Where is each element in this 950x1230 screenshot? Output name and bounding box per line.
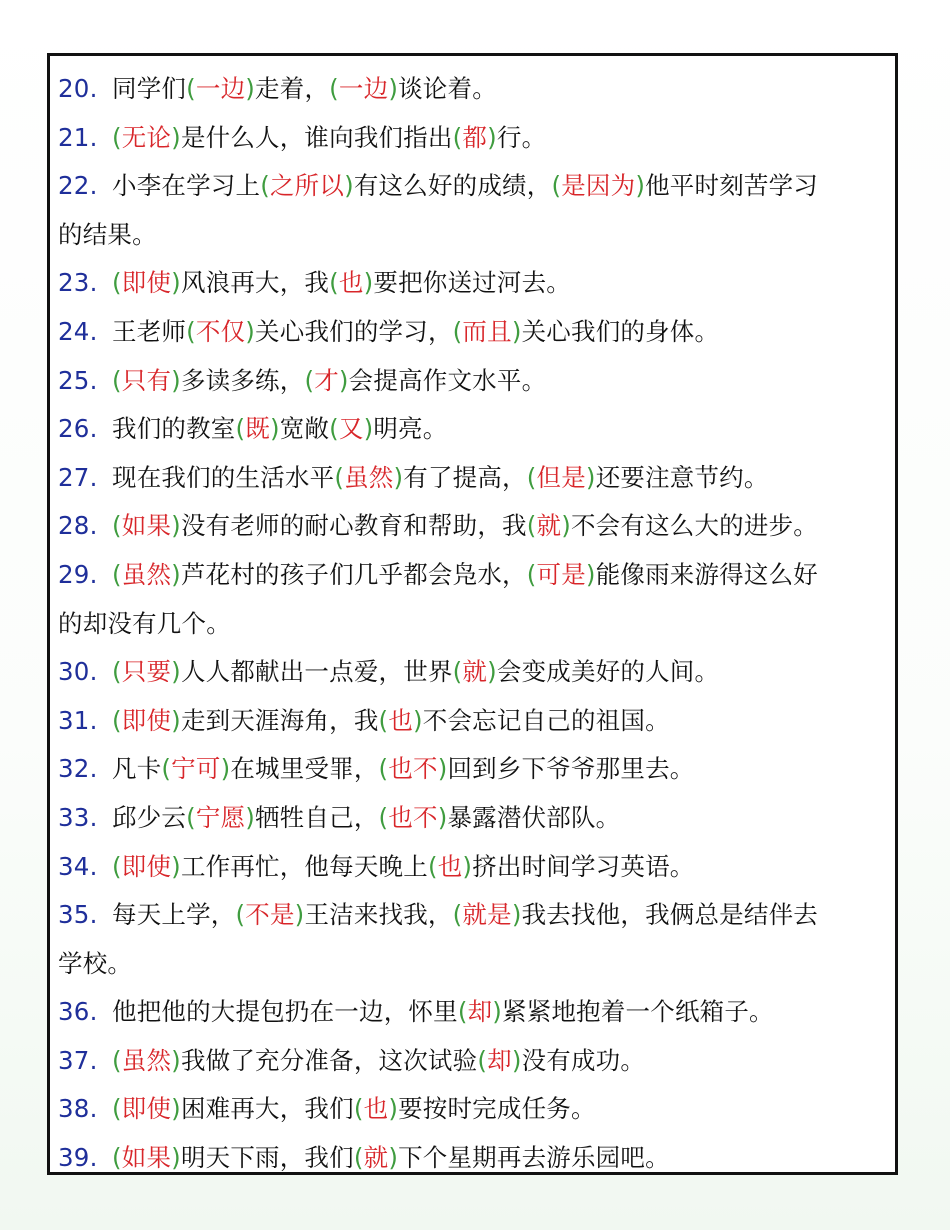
close-paren: ) [511, 1045, 522, 1075]
open-paren: ( [161, 754, 172, 784]
sentence-item [58, 162, 889, 211]
answer-word: 宁愿 [195, 802, 246, 832]
open-paren: ( [526, 559, 537, 589]
close-paren: ) [245, 802, 256, 832]
open-paren: ( [112, 705, 122, 735]
sentence-text: 小李在学习上 [112, 171, 261, 201]
close-paren: ) [487, 122, 497, 152]
sentence-text: 人人都献出一点爱，世界 [180, 657, 453, 687]
sentence-text: 我们的教室 [112, 414, 236, 444]
sentence-item [58, 357, 889, 406]
answer-word: 之所以 [269, 171, 345, 201]
item-number: 36. [58, 997, 98, 1027]
answer-word: 就是 [462, 900, 512, 930]
sentence-continuation [58, 211, 889, 260]
sentence-item [58, 891, 889, 940]
sentence-continuation [58, 600, 889, 649]
sentence-text: 工作再忙，他每天晚上 [180, 851, 428, 881]
open-paren: ( [427, 851, 438, 881]
answer-word: 就 [363, 1143, 389, 1173]
item-number: 25. [58, 365, 98, 395]
answer-word: 只要 [121, 657, 172, 687]
close-paren: ) [171, 1045, 181, 1075]
open-paren: ( [112, 122, 122, 152]
sentence-text: 困难再大，我们 [180, 1094, 354, 1124]
open-paren: ( [457, 997, 468, 1027]
sentence-text: 邱少云 [112, 802, 187, 832]
close-paren: ) [171, 365, 181, 395]
answer-word: 都 [462, 122, 488, 152]
sentence-text: 我去找他，我俩总是结伴去 [521, 900, 818, 930]
answer-word: 也不 [388, 802, 438, 832]
item-number: 37. [58, 1045, 98, 1075]
sentence-text: 是什么人，谁向我们指出 [180, 122, 453, 152]
answer-word: 也 [437, 851, 463, 881]
item-number: 21. [58, 122, 98, 152]
open-paren: ( [112, 851, 122, 881]
item-number: 33. [58, 802, 98, 832]
answer-word: 却 [467, 997, 493, 1027]
close-paren: ) [492, 997, 503, 1027]
answer-word: 可是 [536, 559, 586, 589]
sentence-continuation [58, 940, 889, 989]
open-paren: ( [112, 1094, 122, 1124]
close-paren: ) [437, 754, 448, 784]
close-paren: ) [511, 900, 522, 930]
answer-word: 无论 [121, 122, 172, 152]
sentence-text: 多读多练， [180, 365, 305, 395]
close-paren: ) [220, 754, 231, 784]
sentence-item [58, 114, 889, 163]
close-paren: ) [487, 657, 497, 687]
open-paren: ( [186, 316, 196, 346]
answer-word: 即使 [121, 705, 172, 735]
close-paren: ) [413, 705, 423, 735]
answer-word: 又 [338, 414, 364, 444]
answer-word: 虽然 [344, 462, 394, 492]
answer-word: 就 [536, 511, 562, 541]
item-number: 24. [58, 316, 98, 346]
open-paren: ( [112, 365, 122, 395]
sentence-item [58, 454, 889, 503]
sentence-text: 会提高作文水平。 [348, 365, 547, 395]
close-paren: ) [585, 559, 596, 589]
sentence-text: 下个星期再去游乐园吧。 [398, 1143, 670, 1173]
answer-word: 也 [388, 705, 414, 735]
close-paren: ) [245, 316, 256, 346]
answer-word: 如果 [121, 1143, 172, 1173]
close-paren: ) [388, 74, 399, 103]
close-paren: ) [363, 268, 374, 298]
item-number: 30. [58, 657, 98, 687]
close-paren: ) [171, 1094, 181, 1124]
sentence-text: 不会忘记自己的祖国。 [422, 705, 670, 735]
sentence-text: 会变成美好的人间。 [496, 657, 720, 687]
sentence-item [58, 697, 889, 746]
close-paren: ) [437, 802, 448, 832]
open-paren: ( [551, 171, 562, 201]
answer-word: 虽然 [121, 1045, 172, 1075]
answer-word: 既 [245, 414, 270, 444]
close-paren: ) [171, 268, 181, 298]
item-number: 26. [58, 414, 98, 444]
sentence-text: 有这么好的成绩， [353, 171, 552, 201]
open-paren: ( [112, 511, 122, 541]
answer-word: 是因为 [561, 171, 636, 201]
close-paren: ) [388, 1094, 399, 1124]
close-paren: ) [388, 1143, 399, 1173]
sentence-text: 明天下雨，我们 [180, 1143, 354, 1173]
answer-word: 即使 [121, 1094, 172, 1124]
open-paren: ( [112, 657, 122, 687]
sentence-text: 牺牲自己， [255, 802, 379, 832]
answer-word: 即使 [121, 851, 172, 881]
sentence-list [58, 65, 889, 1183]
sentence-text: 凡卡 [112, 754, 162, 784]
close-paren: ) [245, 74, 256, 103]
sentence-item [58, 405, 889, 454]
item-number: 29. [58, 559, 98, 589]
sentence-text: 没有老师的耐心教育和帮助，我 [180, 511, 527, 541]
answer-word: 而且 [462, 316, 512, 346]
sentence-text: 明亮。 [373, 414, 448, 444]
open-paren: ( [452, 900, 463, 930]
sentence-text: 他把他的大提包扔在一边，怀里 [112, 997, 458, 1027]
sentence-text: 我做了充分准备，这次试验 [180, 1045, 478, 1075]
sentence-text: 每天上学， [112, 900, 236, 930]
open-paren: ( [260, 171, 270, 201]
close-paren: ) [511, 316, 522, 346]
answer-word: 如果 [121, 511, 172, 541]
sentence-item [58, 794, 889, 843]
open-paren: ( [112, 1045, 122, 1075]
close-paren: ) [635, 171, 646, 201]
sentence-text: 关心我们的学习， [255, 316, 453, 346]
open-paren: ( [477, 1045, 488, 1075]
answer-word: 不仅 [195, 316, 246, 346]
open-paren: ( [112, 1143, 122, 1173]
sentence-text: 还要注意节约。 [595, 462, 769, 492]
sentence-item [58, 988, 889, 1037]
close-paren: ) [171, 122, 181, 152]
close-paren: ) [393, 462, 404, 492]
sentence-text: 挤出时间学习英语。 [472, 851, 695, 881]
sentence-text: 紧紧地抱着一个纸箱子。 [502, 997, 774, 1027]
sentence-item [58, 259, 889, 308]
sentence-text: 走着， [255, 74, 330, 103]
open-paren: ( [235, 414, 246, 444]
sentence-text: 回到乡下爷爷那里去。 [447, 754, 695, 784]
item-number: 23. [58, 268, 98, 298]
answer-word: 一边 [195, 74, 246, 103]
open-paren: ( [353, 1094, 364, 1124]
item-number: 39. [58, 1143, 98, 1173]
sentence-text: 的却没有几个。 [58, 608, 231, 638]
answer-word: 就 [462, 657, 488, 687]
close-paren: ) [171, 851, 181, 881]
answer-word: 虽然 [121, 559, 172, 589]
sentence-item [58, 551, 889, 600]
close-paren: ) [171, 705, 181, 735]
open-paren: ( [378, 802, 389, 832]
answer-word: 但是 [536, 462, 586, 492]
sentence-text: 关心我们的身体。 [521, 316, 720, 346]
sentence-text: 有了提高， [403, 462, 527, 492]
close-paren: ) [561, 511, 571, 541]
close-paren: ) [462, 851, 473, 881]
sentence-item [58, 308, 889, 357]
open-paren: ( [353, 1143, 364, 1173]
open-paren: ( [112, 268, 122, 298]
answer-word: 也 [363, 1094, 389, 1124]
sentence-text: 谈论着。 [398, 74, 497, 103]
close-paren: ) [171, 1143, 181, 1173]
open-paren: ( [526, 462, 537, 492]
close-paren: ) [171, 511, 181, 541]
sentence-text: 要把你送过河去。 [373, 268, 571, 298]
sentence-text: 在城里受罪， [230, 754, 379, 784]
open-paren: ( [452, 657, 463, 687]
sentence-text: 行。 [496, 122, 547, 152]
item-number: 27. [58, 462, 98, 492]
close-paren: ) [344, 171, 354, 201]
answer-word: 也 [338, 268, 364, 298]
sentence-text: 暴露潜伏部队。 [447, 802, 621, 832]
open-paren: ( [329, 414, 339, 444]
open-paren: ( [186, 74, 196, 103]
close-paren: ) [171, 559, 181, 589]
sentence-text: 没有成功。 [521, 1045, 646, 1075]
answer-word: 只有 [121, 365, 172, 395]
open-paren: ( [526, 511, 537, 541]
open-paren: ( [304, 365, 315, 395]
open-paren: ( [378, 705, 389, 735]
close-paren: ) [269, 414, 280, 444]
sentence-text: 宽敞 [279, 414, 330, 444]
close-paren: ) [294, 900, 305, 930]
exercise-sheet [47, 53, 898, 1175]
sentence-item [58, 648, 889, 697]
item-number: 34. [58, 851, 98, 881]
open-paren: ( [112, 559, 122, 589]
answer-word: 一边 [338, 74, 389, 103]
item-number: 20. [58, 74, 98, 103]
close-paren: ) [171, 657, 181, 687]
item-number: 28. [58, 511, 98, 541]
sentence-item [58, 1037, 889, 1086]
close-paren: ) [585, 462, 596, 492]
close-paren: ) [338, 365, 349, 395]
sentence-text: 王老师 [112, 316, 187, 346]
sentence-text: 同学们 [112, 74, 187, 103]
item-number: 35. [58, 900, 98, 930]
open-paren: ( [452, 316, 463, 346]
open-paren: ( [452, 122, 463, 152]
sentence-text: 学校。 [58, 948, 133, 978]
sentence-item [58, 1134, 889, 1183]
sentence-item [58, 843, 889, 892]
item-number: 22. [58, 171, 98, 201]
open-paren: ( [186, 802, 196, 832]
open-paren: ( [329, 268, 339, 298]
sentence-text: 走到天涯海角，我 [180, 705, 379, 735]
sentence-item [58, 1085, 889, 1134]
sentence-text: 风浪再大，我 [180, 268, 330, 298]
sentence-text: 要按时完成任务。 [398, 1094, 596, 1124]
answer-word: 不是 [245, 900, 295, 930]
sentence-item [58, 502, 889, 551]
answer-word: 宁可 [171, 754, 221, 784]
answer-word: 即使 [121, 268, 172, 298]
open-paren: ( [235, 900, 246, 930]
open-paren: ( [329, 74, 339, 103]
answer-word: 却 [487, 1045, 512, 1075]
sentence-text: 王洁来找我， [304, 900, 453, 930]
sentence-item [58, 745, 889, 794]
open-paren: ( [378, 754, 389, 784]
close-paren: ) [363, 414, 374, 444]
open-paren: ( [334, 462, 345, 492]
sentence-text: 的结果。 [58, 219, 157, 249]
item-number: 32. [58, 754, 98, 784]
sentence-item [58, 65, 889, 114]
sentence-text: 能像雨来游得这么好 [595, 559, 818, 589]
sentence-text: 现在我们的生活水平 [112, 462, 335, 492]
item-number: 31. [58, 705, 98, 735]
item-number: 38. [58, 1094, 98, 1124]
sentence-text: 他平时刻苦学习 [645, 171, 818, 201]
answer-word: 也不 [388, 754, 438, 784]
sentence-text: 芦花村的孩子们几乎都会凫水， [180, 559, 527, 589]
sentence-text: 不会有这么大的进步。 [570, 511, 818, 541]
answer-word: 才 [314, 365, 339, 395]
